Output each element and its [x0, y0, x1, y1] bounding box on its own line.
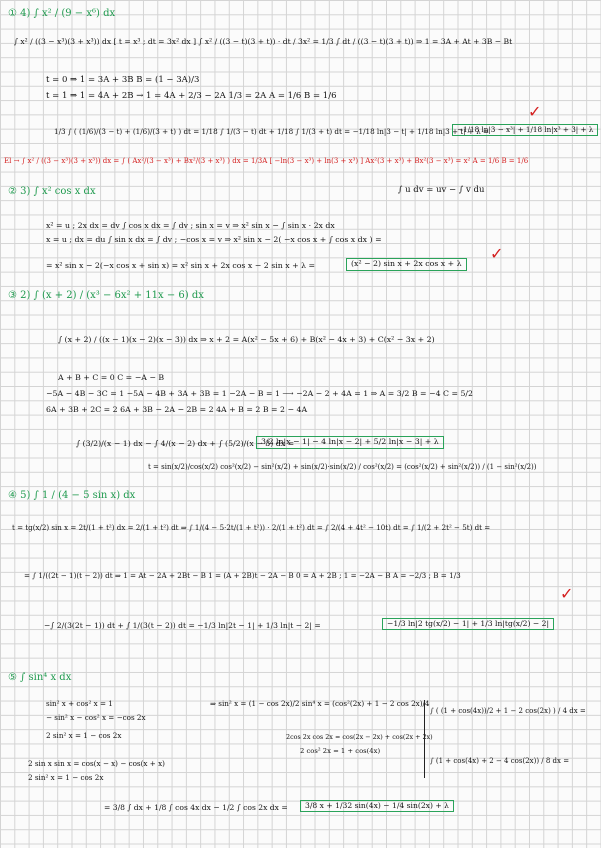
problem-2-system-line-2: −5A − 4B − 3C = 1 −5A − 4B + 3A + 3B = 1 −2A − B = 1 ⟶ −2A − 2 + 4A = 1 ⇒ A = 3/2 B = −4 C = 5/2 — [46, 389, 474, 398]
problem-6-integration: = 3/8 ∫ dx + 1/8 ∫ cos 4x dx − 1/2 ∫ cos 2x dx = — [104, 803, 288, 812]
problem-3-header: ② 3) ∫ x² cos x dx — [8, 186, 96, 197]
problem-5-answer: −1/3 ln|2 tg(x/2) − 1| + 1/3 ln|tg(x/2) − 2| — [382, 618, 554, 630]
problem-6-step-2: 2cos 2x cos 2x = cos(2x − 2x) + cos(2x + 2x) — [286, 733, 433, 741]
problem-5-partial-fractions: = ∫ 1/((2t − 1)(t − 2)) dt ⇒ 1 = At − 2A + 2Bt − B 1 = (A + 2B)t − 2A − B 0 = A + 2B ; 1 = −2A − B A = −2/3 ; B = 1/3 — [24, 571, 461, 580]
identity-line-2: − sin² x − cos² x = −cos 2x — [46, 713, 146, 722]
problem-4-alternative: El → ∫ x² / ((3 − x³)(3 + x³)) dx = ∫ ( Ax²/(3 − x³) + Bx²/(3 + x³) ) dx = 1/3A [ −ln(3 − x³) + ln(3 + x³) ] Ax²(3 + x³) + Bx²(3 − x³) = x² A = 1/6 B = 1/6 — [4, 157, 529, 165]
problem-5-weierstrass-substitution: t = tg(x/2) sin x = 2t/(1 + t²) dx = 2/(1 + t²) dt ⇒ ∫ 1/(4 − 5·2t/(1 + t²)) · 2/(1 + t²) dt = ∫ 2/(4 + 4t² − 10t) dt = ∫ 1/(2 + 2t² − 5t) dt = — [12, 523, 491, 532]
problem-5-side-note: t = sin(x/2)/cos(x/2) cos²(x/2) − sin²(x/2) + sin(x/2)·sin(x/2) / cos²(x/2) = (cos²(x/2) + sin²(x/2)) / (1 − sin²(x/2)) — [148, 463, 537, 471]
identity-line-3: 2 sin² x = 1 − cos 2x — [46, 731, 122, 740]
problem-4-header: ① 4) ∫ x² / (9 − x⁶) dx — [8, 8, 116, 19]
check-mark-icon: ✓ — [560, 584, 574, 603]
problem-4-system-line-1: t = 0 ⇒ 1 = 3A + 3B B = (1 − 3A)/3 — [46, 75, 200, 85]
problem-2-answer: 3/2 ln|x − 1| − 4 ln|x − 2| + 5/2 ln|x − 3| + λ — [256, 436, 444, 449]
identity-line-4: 2 sin x sin x = cos(x − x) − cos(x + x) — [28, 759, 165, 768]
problem-6-step-4: ∫ ( (1 + cos(4x))/2 + 1 − 2 cos(2x) ) / 4 dx = — [430, 707, 586, 715]
check-mark-icon: ✓ — [490, 244, 504, 263]
problem-4-integration: 1/3 ∫ ( (1/6)/(3 − t) + (1/6)/(3 + t) ) dt = 1/18 ∫ 1/(3 − t) dt + 1/18 ∫ 1/(3 + t) dt = −1/18 ln|3 − t| + 1/18 ln|3 + t| + λ = — [54, 127, 490, 136]
problem-2-header: ③ 2) ∫ (x + 2) / (x³ − 6x² + 11x − 6) dx — [8, 290, 204, 301]
problem-3-parts-step-1: x² = u ; 2x dx = dv ∫ cos x dx = ∫ dv ; sin x = v ⇒ x² sin x − ∫ sin x · 2x dx — [46, 221, 335, 230]
check-mark-icon: ✓ — [528, 102, 542, 121]
identity-line-5: 2 sin² x = 1 − cos 2x — [28, 773, 104, 782]
problem-4-answer: −1/18 ln|3 − x³| + 1/18 ln|x³ + 3| + λ — [452, 124, 598, 136]
problem-6-answer: 3/8 x + 1/32 sin(4x) − 1/4 sin(2x) + λ — [300, 800, 454, 812]
problem-3-parts-step-2: x = u ; dx = du ∫ sin x dx = ∫ dv ; −cos x = v ⇒ x² sin x − 2( −x cos x + ∫ cos x dx ) = — [46, 235, 382, 244]
identity-line-1: sin² x + cos² x = 1 — [46, 699, 113, 708]
problem-2-partial-fractions: ∫ (x + 2) / ((x − 1)(x − 2)(x − 3)) dx ⇒ x + 2 = A(x² − 5x + 6) + B(x² − 4x + 3) + C(x² − 3x + 2) — [58, 335, 435, 344]
problem-3-simplify: = x² sin x − 2(−x cos x + sin x) = x² sin x + 2x cos x − 2 sin x + λ = — [46, 261, 316, 270]
problem-2-integration: ∫ (3/2)/(x − 1) dx − ∫ 4/(x − 2) dx + ∫ (5/2)/(x − 3) dx = — [76, 439, 295, 448]
problem-4-substitution: ∫ x² / ((3 − x³)(3 + x³)) dx [ t = x³ ; dt = 3x² dx ] ∫ x² / ((3 − t)(3 + t)) · dt / 3x² = 1/3 ∫ dt / ((3 − t)(3 + t)) ⇒ 1 = 3A + At + 3B − Bt — [14, 37, 513, 46]
problem-3-answer: (x² − 2) sin x + 2x cos x + λ — [346, 258, 467, 271]
parts-formula: ∫ u dv = uv − ∫ v du — [398, 185, 485, 195]
problem-6-step-3: 2 cos² 2x = 1 + cos(4x) — [300, 747, 381, 755]
problem-5-integration: −∫ 2/(3(2t − 1)) dt + ∫ 1/(3(t − 2)) dt = −1/3 ln|2t − 1| + 1/3 ln|t − 2| = — [44, 621, 321, 630]
problem-6-step-5: ∫ (1 + cos(4x) + 2 − 4 cos(2x)) / 8 dx = — [430, 757, 570, 765]
problem-6-header: ⑤ ∫ sin⁴ x dx — [8, 672, 72, 683]
problem-5-header: ④ 5) ∫ 1 / (4 − 5 sin x) dx — [8, 490, 136, 501]
problem-6-step-1: ⇒ sin² x = (1 − cos 2x)/2 sin⁴ x = (cos²(2x) + 1 − 2 cos 2x)/4 — [210, 699, 430, 708]
problem-4-system-line-2: t = 1 ⇒ 1 = 4A + 2B → 1 = 4A + 2/3 − 2A 1/3 = 2A A = 1/6 B = 1/6 — [46, 91, 337, 101]
problem-2-system-line-3: 6A + 3B + 2C = 2 6A + 3B − 2A − 2B = 2 4A + B = 2 B = 2 − 4A — [46, 405, 308, 414]
bracket-line — [424, 700, 425, 778]
problem-2-system-line-1: A + B + C = 0 C = −A − B — [58, 373, 165, 382]
